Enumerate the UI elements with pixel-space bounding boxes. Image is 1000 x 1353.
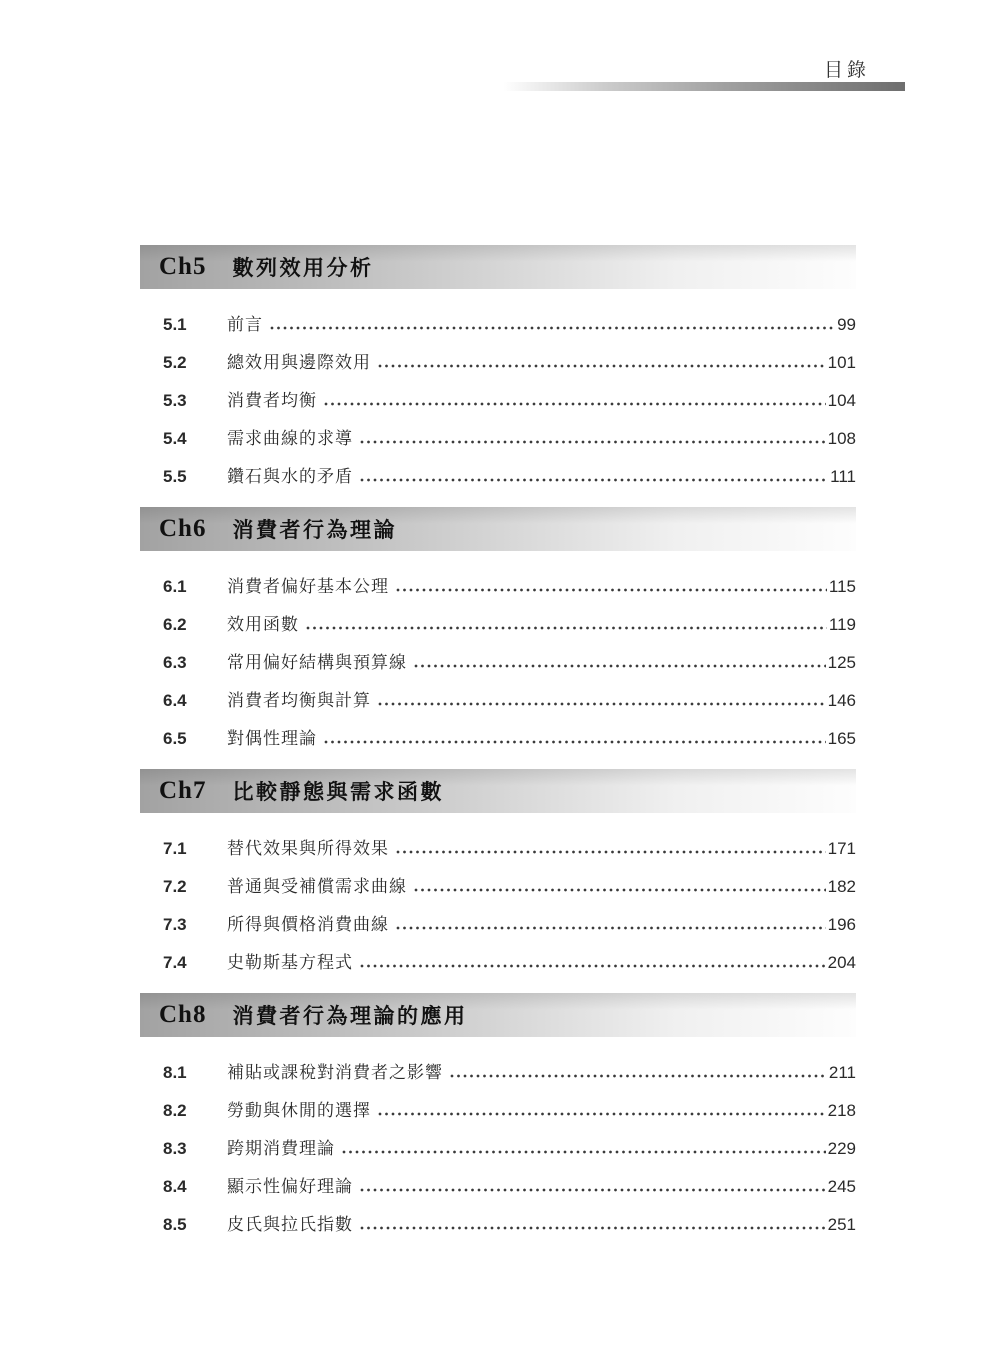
section-page-number: 204 [827, 953, 856, 972]
section-page-number: 119 [828, 615, 856, 634]
toc-entry [140, 901, 856, 939]
section-title: 需求曲線的求導 [227, 429, 353, 448]
toc-entry [140, 1163, 856, 1201]
page-title: 目錄 [823, 60, 870, 81]
section-page-number: 99 [837, 315, 856, 334]
section-number: 6.5 [163, 729, 187, 748]
chapter-title: 比較靜態與需求函數 [232, 781, 444, 804]
section-page-number: 104 [827, 391, 856, 410]
section-title: 史勒斯基方程式 [227, 953, 353, 972]
section-title: 皮氏與拉氏指數 [227, 1215, 353, 1234]
toc-entry [140, 825, 856, 863]
section-page-number: 146 [827, 691, 856, 710]
section-page-number: 245 [827, 1177, 856, 1196]
dot-leader [378, 702, 826, 706]
chapter-number: Ch7 [159, 777, 207, 804]
toc-entry [140, 1125, 856, 1163]
section-title: 前言 [227, 315, 263, 334]
section-page-number: 108 [827, 429, 856, 448]
section-page-number: 125 [827, 653, 856, 672]
chapter-entries [140, 825, 856, 977]
section-title: 消費者均衡 [227, 391, 317, 410]
dot-leader [414, 888, 826, 892]
section-title: 普通與受補償需求曲線 [227, 877, 407, 896]
chapter-header [140, 507, 856, 551]
toc-entry [140, 863, 856, 901]
chapter-section [140, 769, 856, 977]
toc-entry [140, 677, 856, 715]
section-title: 鑽石與水的矛盾 [227, 467, 353, 486]
toc-entry [140, 1049, 856, 1087]
dot-leader [378, 1112, 826, 1116]
section-title: 效用函數 [227, 615, 299, 634]
section-number: 6.1 [163, 577, 187, 596]
dot-leader [360, 964, 826, 968]
chapter-number: Ch8 [159, 1001, 207, 1028]
toc-entry [140, 377, 856, 415]
chapter-header [140, 993, 856, 1037]
section-number: 5.5 [163, 467, 187, 486]
section-page-number: 115 [828, 577, 856, 596]
section-title: 跨期消費理論 [227, 1139, 335, 1158]
section-title: 消費者偏好基本公理 [227, 577, 389, 596]
section-page-number: 111 [830, 467, 856, 486]
dot-leader [396, 926, 826, 930]
section-number: 7.1 [163, 839, 187, 858]
dot-leader [378, 364, 826, 368]
dot-leader [414, 664, 826, 668]
section-number: 8.5 [163, 1215, 187, 1234]
section-number: 5.2 [163, 353, 187, 372]
toc-entry [140, 639, 856, 677]
section-title: 替代效果與所得效果 [227, 839, 389, 858]
section-page-number: 171 [827, 839, 856, 858]
dot-leader [396, 588, 827, 592]
section-number: 8.4 [163, 1177, 187, 1196]
section-page-number: 251 [827, 1215, 856, 1234]
chapter-section [140, 507, 856, 753]
dot-leader [396, 850, 826, 854]
section-title: 對偶性理論 [227, 729, 317, 748]
dot-leader [306, 626, 827, 630]
section-title: 消費者均衡與計算 [227, 691, 371, 710]
chapter-entries [140, 563, 856, 753]
chapter-header [140, 769, 856, 813]
section-title: 勞動與休閒的選擇 [227, 1101, 371, 1120]
dot-leader [360, 478, 828, 482]
dot-leader [360, 1226, 826, 1230]
chapter-section [140, 993, 856, 1239]
dot-leader [342, 1150, 826, 1154]
section-page-number: 218 [827, 1101, 856, 1120]
section-number: 7.3 [163, 915, 187, 934]
toc-entry [140, 1087, 856, 1125]
section-number: 8.3 [163, 1139, 187, 1158]
section-page-number: 229 [827, 1139, 856, 1158]
section-title: 所得與價格消費曲線 [227, 915, 389, 934]
toc-entry [140, 563, 856, 601]
toc-entry [140, 415, 856, 453]
section-number: 7.2 [163, 877, 187, 896]
section-number: 5.4 [163, 429, 187, 448]
toc-entry [140, 301, 856, 339]
section-page-number: 211 [828, 1063, 856, 1082]
section-page-number: 196 [827, 915, 856, 934]
section-number: 8.1 [163, 1063, 187, 1082]
chapter-section [140, 245, 856, 491]
dot-leader [360, 1188, 826, 1192]
dot-leader [360, 440, 826, 444]
dot-leader [324, 402, 826, 406]
section-page-number: 182 [827, 877, 856, 896]
toc-content [140, 245, 856, 1255]
chapter-entries [140, 301, 856, 491]
section-number: 5.3 [163, 391, 187, 410]
toc-entry [140, 601, 856, 639]
section-title: 常用偏好結構與預算線 [227, 653, 407, 672]
chapter-number: Ch6 [159, 515, 207, 542]
section-number: 6.2 [163, 615, 187, 634]
section-number: 6.4 [163, 691, 187, 710]
toc-entry [140, 453, 856, 491]
section-number: 6.3 [163, 653, 187, 672]
dot-leader [270, 326, 835, 330]
header-gradient-bar [503, 82, 905, 91]
dot-leader [450, 1074, 827, 1078]
section-number: 8.2 [163, 1101, 187, 1120]
dot-leader [324, 740, 826, 744]
section-title: 顯示性偏好理論 [227, 1177, 353, 1196]
toc-entry [140, 939, 856, 977]
section-page-number: 165 [827, 729, 856, 748]
toc-entry [140, 1201, 856, 1239]
section-number: 5.1 [163, 315, 187, 334]
chapter-header [140, 245, 856, 289]
section-title: 總效用與邊際效用 [227, 353, 371, 372]
section-page-number: 101 [827, 353, 856, 372]
toc-entry [140, 339, 856, 377]
chapter-title: 消費者行為理論 [232, 519, 397, 542]
chapter-title: 消費者行為理論的應用 [232, 1005, 468, 1028]
toc-entry [140, 715, 856, 753]
section-number: 7.4 [163, 953, 187, 972]
section-title: 補貼或課稅對消費者之影響 [227, 1063, 443, 1082]
chapter-title: 數列效用分析 [232, 257, 374, 280]
chapter-entries [140, 1049, 856, 1239]
chapter-number: Ch5 [159, 253, 207, 280]
